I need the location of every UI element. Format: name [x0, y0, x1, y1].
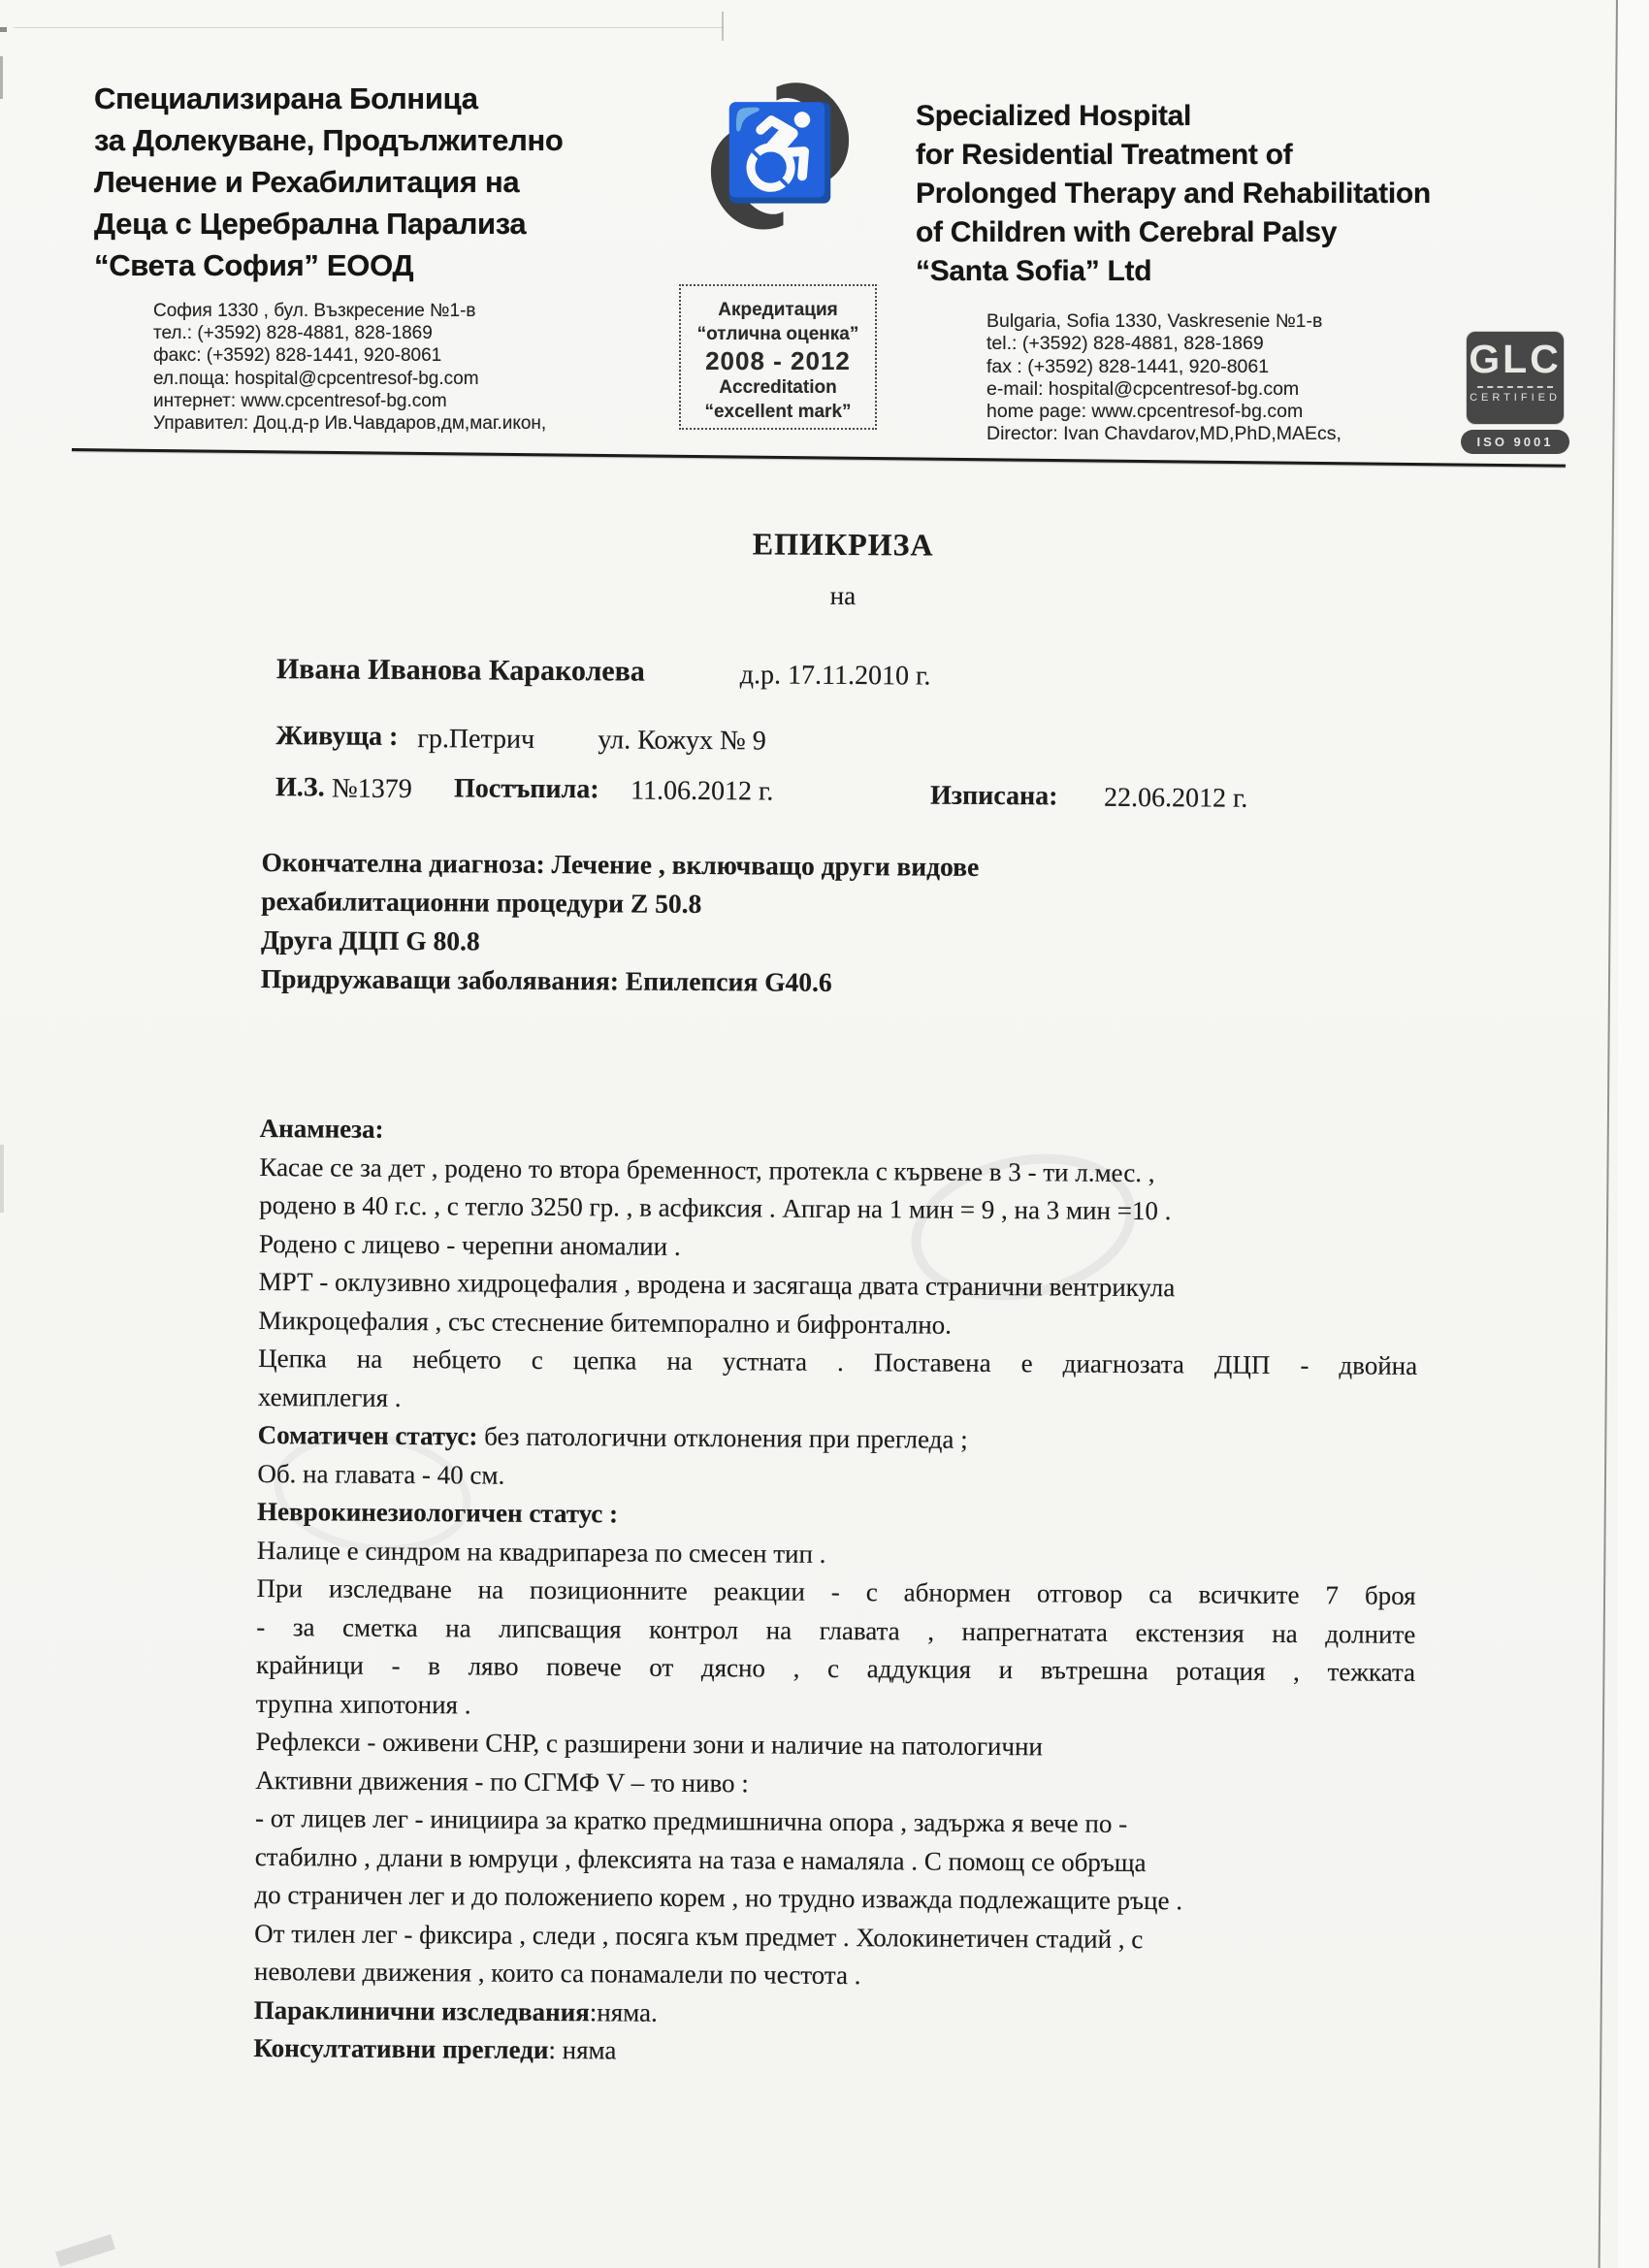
admission-date: 11.06.2012 г. — [630, 775, 774, 807]
text-line: Активни движения - по СГМФ V – то ниво : — [255, 1765, 749, 1798]
diagnosis-line: Придружаващи заболявания: Епилепсия G40.6 — [260, 962, 832, 997]
text-line: От тилен лег - фиксира , следи , посяга към предмет . Холокинетичен стадий , с — [254, 1918, 1144, 1954]
discharge-date: 22.06.2012 г. — [1103, 782, 1248, 814]
iso-9001-badge: ISO 9001 — [1461, 430, 1569, 454]
diagnosis-line: рехабилитационни процедури Z 50.8 — [261, 885, 702, 920]
case-number-label: И.З. — [275, 772, 325, 803]
text-line: Налице е синдром на квадрипареза по смесен тип . — [256, 1535, 826, 1569]
text-line: хемиплегия . — [257, 1381, 402, 1412]
text-line: - за сметка на липсващия контрол на главата , напрегнатата екстензия на долните — [256, 1611, 1416, 1649]
org-name-line: Specialized Hospital — [916, 100, 1192, 132]
text-line: Рефлекси - оживени СНР, с разширени зони и наличие на патологични — [255, 1726, 1044, 1762]
accreditation-line: “excellent mark” — [704, 402, 852, 422]
text-line: - от лицев лег - инициира за кратко предмишнична опора , задържа я вече по - — [254, 1802, 1128, 1838]
diagnosis-line: Окончателна диагноза: Лечение , включващо други видове — [261, 847, 980, 882]
final-diagnosis-block — [261, 843, 1426, 1006]
svg-text:♿: ♿ — [722, 101, 838, 205]
admission-label: Постъпила: — [453, 773, 599, 805]
org-name-line: Специализирана Болница — [94, 81, 478, 115]
patient-name: Ивана Иванова Караколева — [275, 653, 645, 688]
diagnosis-line: Друга ДЦП G 80.8 — [260, 923, 480, 956]
section-heading: Параклинични изследвания:няма. — [253, 1994, 658, 2027]
contact-line: home page: www.cpcentresof-bg.com — [986, 401, 1304, 423]
org-name-line: Лечение и Рехабилитация на — [94, 165, 520, 199]
text-line: Об. на главата - 40 см. — [257, 1458, 505, 1490]
text-line: стабилно , длани в юмруци , флексията на таза е намаляла . С помощ се обръща — [254, 1841, 1147, 1877]
contact-line: fax : (+3592) 828-1441, 920-8061 — [986, 355, 1270, 377]
glc-logo-text: GLC — [1469, 337, 1562, 381]
page-subtitle: на — [829, 580, 857, 611]
org-name-line: of Children with Cerebral Palsy — [916, 216, 1338, 248]
org-name-line: Prolonged Therapy and Rehabilitation — [916, 178, 1431, 210]
org-name-line: for Residential Treatment of — [916, 139, 1293, 171]
section-heading: Неврокинезиологичен статус : — [257, 1496, 619, 1529]
contact-line: тел.: (+3592) 828-4881, 828-1869 — [153, 323, 433, 344]
text-line: до страничен лег и до положениепо корем , но трудно изважда подлежащите ръце . — [254, 1879, 1183, 1916]
text-line: Соматичен статус: без патологични отклонения при прегледа ; — [257, 1419, 968, 1454]
contact-line: интернет: www.cpcentresof-bg.com — [153, 390, 447, 411]
text-line: Родено с лицево - черепни аномалии . — [258, 1228, 681, 1261]
patient-birth-date: д.р. 17.11.2010 г. — [739, 660, 931, 692]
accreditation-line: “отлична оценка” — [696, 324, 859, 344]
text-line: родено в 40 г.с. , с тегло 3250 гр. , в асфиксия . Апгар на 1 мин = 9 , на 3 мин =10 . — [259, 1189, 1172, 1226]
text-line: При изследване на позиционните реакции - с абнормен отговор са всичките 7 броя — [256, 1572, 1416, 1610]
org-name-line: Деца с Церебрална Парализа — [94, 207, 527, 241]
text-line: крайници - в ляво повече от дясно , с аддукция и вътрешна ротация , тежката — [255, 1649, 1416, 1687]
contact-line: Управител: Доц.д-р Ив.Чавдаров,дм,маг.икон, — [153, 413, 547, 435]
accreditation-years: 2008 - 2012 — [705, 346, 851, 375]
residence-street: ул. Кожух № 9 — [598, 725, 766, 757]
discharge-label: Изписана: — [929, 780, 1058, 812]
contact-line: e-mail: hospital@cpcentresof-bg.com — [986, 377, 1300, 400]
contact-line: Bulgaria, Sofia 1330, Vaskresenie №1-в — [986, 310, 1323, 332]
contact-line: София 1330 , бул. Възкресение №1-в — [153, 301, 476, 321]
text-line: Касае се за дет , родено то втора бременност, протекла с кървене в 3 - ти л.мес. , — [259, 1151, 1155, 1187]
org-name-line: за Долекуване, Продължително — [94, 123, 564, 157]
text-line: неволеви движения , които са понамалели по честота . — [253, 1956, 861, 1991]
contact-line: Director: Ivan Chavdarov,MD,PhD,MAEcs, — [986, 423, 1342, 445]
anamnesis-block — [253, 1110, 1421, 2075]
residence-city: гр.Петрич — [417, 724, 535, 755]
case-number-value: №1379 — [331, 773, 412, 805]
text-line: трупна хипотония . — [255, 1688, 471, 1719]
section-heading: Анамнеза: — [259, 1113, 384, 1144]
text-line: Микроцефалия , със стеснение битемпорално и бифронтално. — [258, 1305, 953, 1340]
contact-line: факс: (+3592) 828-1441, 920-8061 — [153, 345, 442, 367]
text-line: МРТ - оклузивно хидроцефалия , вродена и засягаща двата странични вентрикула — [258, 1266, 1176, 1303]
contact-line: tel.: (+3592) 828-4881, 828-1869 — [986, 333, 1264, 355]
text-line: Цепка на небцето с цепка на устната . Поставена е диагнозата ДЦП - двойна — [258, 1343, 1418, 1380]
org-name-line: “Света София” ЕООД — [94, 248, 414, 282]
contact-line: ел.поща: hospital@cpcentresof-bg.com — [153, 368, 479, 389]
section-heading: Консултативни прегледи: няма — [253, 2032, 617, 2065]
page-title: ЕПИКРИЗА — [752, 526, 934, 563]
accreditation-line: Accreditation — [719, 377, 837, 398]
accreditation-line: Акредитация — [718, 300, 838, 320]
glc-certified-label: CERTIFIED — [1470, 392, 1561, 404]
org-name-line: “Santa Sofia” Ltd — [916, 255, 1152, 287]
residence-label: Живуща : — [275, 721, 399, 752]
